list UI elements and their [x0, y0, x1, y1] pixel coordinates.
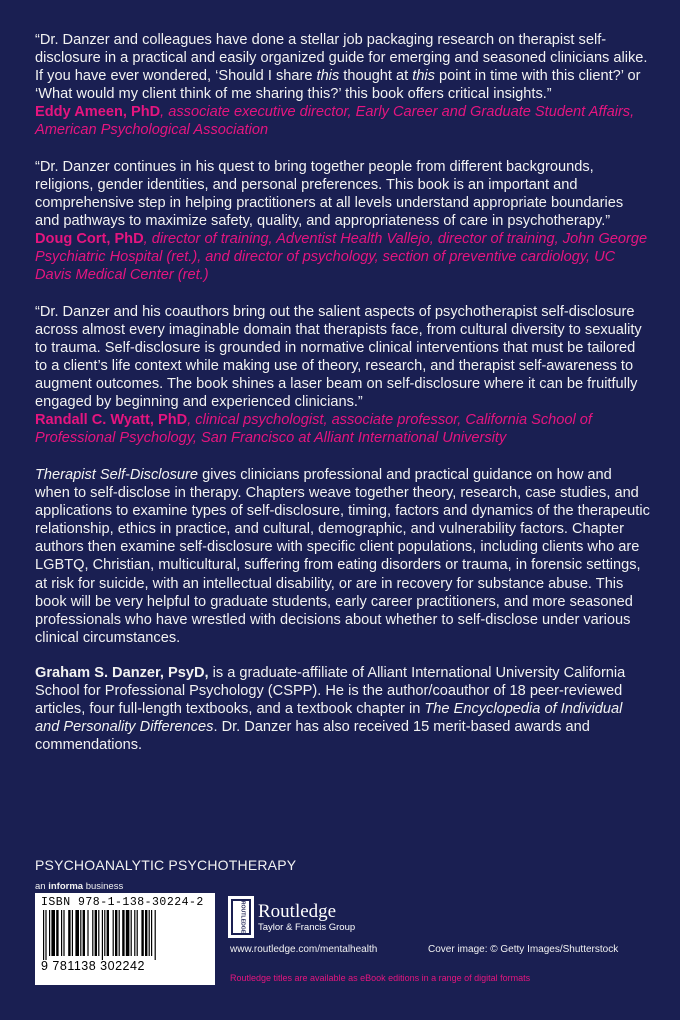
publisher-url: www.routledge.com/mentalhealth: [230, 944, 378, 955]
barcode-bar: [107, 910, 109, 956]
barcode-bar: [126, 910, 130, 956]
back-cover-text: [35, 31, 650, 754]
barcode-bar: [149, 910, 150, 956]
barcode-bar: [56, 910, 58, 956]
barcode-bars-icon: [41, 910, 209, 960]
barcode-bar: [98, 910, 99, 956]
routledge-logo-icon: [228, 896, 254, 938]
barcode-bar: [131, 910, 132, 956]
endorsement-attribution: Eddy Ameen, PhD, associate executive director, Early Career and Graduate Student Affairs, American Psychological Association: [35, 104, 635, 138]
barcode-bar: [113, 910, 114, 956]
barcode-bar: [102, 910, 103, 960]
barcode-bar: [137, 910, 138, 956]
barcode-bar: [151, 910, 152, 956]
barcode-bar: [83, 910, 85, 956]
barcode-bar: [72, 910, 73, 956]
subject-category: PSYCHOANALYTIC PSYCHOTHERAPY: [35, 857, 297, 873]
barcode-bar: [49, 910, 50, 956]
barcode-bar: [45, 910, 46, 960]
isbn-barcode: [35, 893, 215, 985]
publisher-brand: [258, 902, 355, 933]
cover-credit: Cover image: © Getty Images/Shutterstock: [428, 944, 619, 955]
endorsement-1: [35, 31, 650, 139]
barcode-bar: [141, 910, 143, 956]
barcode-bar: [155, 910, 156, 960]
barcode-bar: [95, 910, 97, 956]
publisher-name: Routledge: [258, 901, 337, 922]
ebook-note: Routledge titles are available as eBook editions in a range of digital formats: [230, 973, 531, 983]
logo-lettering: ROUTLEDGE: [239, 900, 246, 934]
book-description: Therapist Self-Disclosure gives clinicians professional and practical guidance on how and when to self-disclose in therapy. Chapters weave together theory, research, case studies, and applications to examine types of self-disclosure, timing, factors and dynamics of the therapeutic relationship, ethics in practice, and cultural, demographic, and vulnerability factors. Chapter authors then examine self-disclosure with specific client populations, including clients who are LGBTQ, Christian, multicultural, suffering from eating disorders or trauma, in forensic settings, at risk for suicide, with an intellectual disability, or are in recovery for substance abuse. This book will be very helpful to graduate students, early career practitioners, and more seasoned professionals who have wrestled with decisions about whether to self-disclose under various clinical circumstances.: [35, 467, 650, 646]
endorsement-quote: “Dr. Danzer continues in his quest to bring together people from different backgrounds, religions, gender identities, and personal preferences. This book is an important and comprehensive step in helping practitioners at all levels understand appropriate boundaries and pathways to maximize safety, quality, and appropriateness of care in psychotherapy.”: [35, 159, 624, 229]
barcode-bar: [61, 910, 62, 956]
barcode-bar: [51, 910, 55, 956]
endorsement-3: [35, 303, 650, 447]
barcode-bar: [115, 910, 117, 956]
barcode-bar: [122, 910, 124, 956]
author-bio: Graham S. Danzer, PsyD, is a graduate-affiliate of Alliant International University California School for Professional Psychology (CSPP). He is the author/coauthor of 18 peer-reviewed articles, four full-length textbooks, and a textbook chapter in The Encyclopedia of Individual and Personality Differences. Dr. Danzer has also received 15 merit-based awards and commendations.: [35, 664, 626, 754]
barcode-digits: 9 781138 302242: [41, 959, 145, 973]
barcode-bar: [63, 910, 64, 956]
barcode-bar: [87, 910, 88, 956]
barcode-bar: [43, 910, 44, 960]
informa-business-tag: an informa business: [35, 881, 124, 892]
publisher-group: Taylor & Francis Group: [258, 922, 356, 933]
barcode-bar: [68, 910, 70, 956]
barcode-bar: [145, 910, 147, 956]
endorsement-2: [35, 158, 650, 284]
barcode-bar: [104, 910, 105, 956]
isbn-label: ISBN 978-1-138-30224-2: [41, 896, 204, 909]
barcode-bar: [80, 910, 81, 956]
endorsement-quote: “Dr. Danzer and his coauthors bring out the salient aspects of psychotherapist self-disclosure across almost every imaginable domain that therapists face, from cultural diversity to sexuality to trauma. Self-disclosure is grounded in normative clinical interventions that must be tailored to a client’s life context while making use of theory, research, and therapist self-awareness to augment outcomes. The book shines a laser beam on self-disclosure where it can be fruitfully engaged by beginning and experienced clinicians.”: [35, 304, 642, 410]
endorsement-quote: “Dr. Danzer and colleagues have done a stellar job packaging research on therapist self-disclosure in a practical and easily organized guide for emerging and seasoned clinicians alike. If you have ever wondered, ‘Should I share this thought at this point in time with this client?’ or ‘What would my client think of me sharing this?’ this book offers critical insights.”: [35, 32, 648, 102]
barcode-bar: [92, 910, 93, 956]
barcode-bar: [119, 910, 120, 956]
barcode-bar: [134, 910, 135, 956]
endorsement-attribution: Doug Cort, PhD, director of training, Adventist Health Vallejo, director of training, John George Psychiatric Hospital (ret.), and director of psychology, section of preventive cardiology, UC Davis Medical Center (ret.): [35, 231, 648, 283]
endorsement-attribution: Randall C. Wyatt, PhD, clinical psychologist, associate professor, California School of Professional Psychology, San Francisco at Alliant International University: [35, 412, 592, 446]
barcode-bar: [75, 910, 79, 956]
